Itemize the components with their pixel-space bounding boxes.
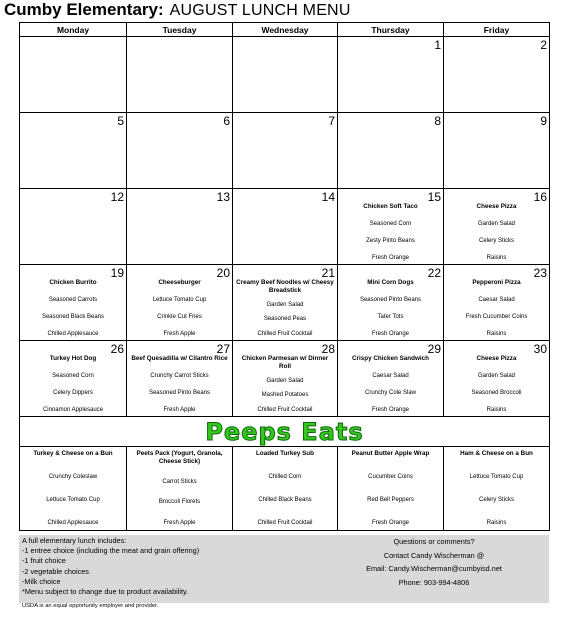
day-cell: [444, 189, 550, 265]
side-item: Seasoned Broccoli: [471, 389, 522, 396]
day-number: 9: [540, 114, 547, 128]
entree-name: Mini Corn Dogs: [367, 279, 414, 286]
peeps-eats-banner: [20, 417, 550, 447]
side-item: Seasoned Carrots: [48, 296, 98, 303]
side-item: Crunchy Carrot Sticks: [150, 372, 209, 379]
side-item: Garden Salad: [477, 220, 516, 227]
weekly-option-cell: [233, 447, 338, 531]
entree-name: Beef Quesadilla w/ Cilantro Rice: [131, 355, 228, 362]
day-menu: [338, 355, 443, 414]
lunch-calendar: [19, 22, 550, 531]
weekly-option-menu: [233, 450, 337, 527]
banner-row: [20, 417, 550, 447]
day-number: 15: [427, 190, 441, 204]
entree-name: Creamy Beef Noodles w/ Cheesy Breadstick: [236, 279, 334, 294]
day-number: 26: [110, 342, 124, 356]
side-item: Fresh Apple: [163, 519, 196, 526]
day-cell: [233, 265, 338, 341]
side-item: Red Bell Peppers: [367, 496, 414, 503]
day-number: 1: [434, 38, 441, 52]
day-cell: [233, 189, 338, 265]
requirement-line: -2 vegetable choices: [22, 566, 89, 576]
week-row: [20, 113, 550, 189]
school-name: Cumby Elementary:: [4, 0, 164, 19]
side-item: Raisins: [486, 254, 507, 261]
day-cell: [444, 113, 550, 189]
side-item: Fresh Orange: [371, 330, 410, 337]
week-row: [20, 37, 550, 113]
day-number: 6: [223, 114, 230, 128]
side-item: Garden Salad: [477, 372, 516, 379]
side-item: Fresh Apple: [163, 330, 196, 337]
side-item: Chilled Black Beans: [258, 496, 312, 503]
day-cell: [444, 341, 550, 417]
day-number: 8: [434, 114, 441, 128]
side-item: Seasoned Peas: [263, 316, 307, 323]
day-number: 30: [533, 342, 547, 356]
contact-line: Questions or comments?: [393, 537, 475, 546]
day-number: 12: [110, 190, 124, 204]
side-item: Crunchy Coleslaw: [48, 473, 98, 480]
day-number: 28: [321, 342, 335, 356]
day-number: 14: [321, 190, 335, 204]
side-item: Raisins: [486, 519, 507, 526]
side-item: Chilled Fruit Cocktail: [257, 330, 313, 337]
day-number: 29: [427, 342, 441, 356]
day-cell: [127, 37, 233, 113]
weekly-option-cell: [127, 447, 233, 531]
weekday-header-tuesday: Tuesday: [127, 23, 233, 37]
day-cell: [127, 341, 233, 417]
entree-name: Chicken Soft Taco: [363, 203, 418, 210]
peeps-eats-logo: Peeps Eats: [205, 417, 364, 446]
side-item: Fresh Cucumber Coins: [465, 313, 528, 320]
day-cell: [233, 37, 338, 113]
side-item: Chilled Fruit Cocktail: [257, 519, 313, 526]
day-cell: [20, 189, 127, 265]
side-item: Lettuce Tomato Cup: [469, 473, 524, 480]
day-menu: [233, 279, 337, 338]
side-item: Cucumber Coins: [368, 473, 413, 480]
weekly-option-cell: [338, 447, 444, 531]
day-number: 2: [540, 38, 547, 52]
requirement-line: A full elementary lunch includes:: [22, 536, 127, 545]
day-number: 22: [427, 266, 441, 280]
entree-name: Crispy Chicken Sandwich: [352, 355, 429, 362]
day-cell: [444, 37, 550, 113]
contact-line: Contact Candy Wischerman @: [383, 550, 485, 560]
requirement-line: -1 entree choice (including the meat and grain offering): [22, 546, 200, 556]
day-menu: [338, 279, 443, 338]
day-cell: [233, 341, 338, 417]
day-number: 19: [110, 266, 124, 280]
day-number: 21: [321, 266, 335, 280]
week-row: [20, 189, 550, 265]
day-number: 20: [216, 266, 230, 280]
side-item: Caesar Salad: [478, 296, 515, 303]
side-item: Caesar Salad: [372, 372, 409, 379]
entree-name: Cheeseburger: [158, 279, 201, 286]
entree-name: Peets Pack (Yogurt, Granola, Cheese Stick): [136, 450, 223, 465]
usda-statement: USDA is an equal opportunity employer and provider.: [22, 603, 159, 609]
day-number: 5: [117, 114, 124, 128]
entree-name: Ham & Cheese on a Bun: [460, 450, 533, 457]
weekday-header-monday: Monday: [20, 23, 127, 37]
side-item: Garden Salad: [266, 377, 304, 384]
entree-name: Turkey & Cheese on a Bun: [33, 450, 113, 457]
entree-name: Pepperoni Pizza: [472, 279, 521, 286]
side-item: Seasoned Black Beans: [41, 313, 105, 320]
side-item: Fresh Orange: [371, 406, 410, 413]
weekly-option-menu: [338, 450, 443, 527]
weekday-header-wednesday: Wednesday: [233, 23, 338, 37]
weekly-option-menu: [20, 450, 126, 527]
day-cell: [20, 341, 127, 417]
entree-name: Chicken Parmesan w/ Dinner Roll: [241, 355, 329, 370]
weekday-header-friday: Friday: [444, 23, 550, 37]
side-item: Fresh Apple: [163, 406, 196, 413]
day-number: 23: [533, 266, 547, 280]
side-item: Celery Sticks: [478, 496, 514, 503]
side-item: Cinnamon Applesauce: [42, 406, 104, 413]
day-menu: [20, 355, 126, 414]
side-item: Zesty Pinto Beans: [366, 237, 415, 244]
weekday-header-row: [20, 23, 550, 37]
day-cell: [20, 113, 127, 189]
day-menu: [338, 203, 443, 262]
side-item: Crinkle Cut Fries: [157, 313, 202, 320]
day-menu: [444, 355, 549, 414]
requirement-line: -1 fruit choice: [22, 556, 66, 566]
side-item: Chilled Corn: [268, 473, 302, 480]
day-number: 7: [328, 114, 335, 128]
weekly-option-cell: [444, 447, 550, 531]
day-number: 16: [533, 190, 547, 204]
side-item: Seasoned Corn: [369, 220, 412, 227]
day-menu: [233, 355, 337, 414]
day-cell: [127, 113, 233, 189]
day-cell: [338, 341, 444, 417]
requirement-line: *Menu subject to change due to product availability.: [22, 587, 189, 597]
lunch-requirements: [22, 536, 322, 597]
day-cell: [338, 189, 444, 265]
entree-name: Turkey Hot Dog: [49, 355, 97, 362]
day-cell: [338, 37, 444, 113]
week-row: [20, 265, 550, 341]
entree-name: Loaded Turkey Sub: [256, 450, 314, 457]
day-cell: [444, 265, 550, 341]
entree-name: Chicken Burrito: [49, 279, 97, 286]
contact-phone: Phone: 903-994-4806: [398, 577, 470, 587]
day-menu: [127, 355, 232, 414]
side-item: Seasoned Pinto Beans: [359, 296, 422, 303]
weekly-option-menu: [444, 450, 549, 527]
side-item: Raisins: [486, 330, 507, 337]
contact-email[interactable]: Email: Candy.Wischerman@cumbyisd.net: [366, 564, 502, 573]
side-item: Garden Salad: [266, 301, 304, 308]
side-item: Seasoned Pinto Beans: [148, 389, 211, 396]
side-item: Broccoli Florets: [158, 499, 201, 506]
side-item: Carrot Sticks: [162, 478, 197, 485]
side-item: Lettuce Tomato Cup: [152, 296, 207, 303]
side-item: Seasoned Corn: [52, 372, 94, 379]
day-menu: [20, 279, 126, 338]
day-number: 27: [216, 342, 230, 356]
side-item: Celery Sticks: [478, 237, 514, 244]
entree-name: Cheese Pizza: [476, 355, 517, 362]
side-item: Fresh Orange: [371, 519, 410, 526]
weekday-header-thursday: Thursday: [338, 23, 444, 37]
day-cell: [338, 265, 444, 341]
day-cell: [338, 113, 444, 189]
requirement-line: -Milk choice: [22, 576, 61, 586]
footer-info: [19, 535, 549, 603]
day-cell: [127, 189, 233, 265]
day-number: 13: [216, 190, 230, 204]
side-item: Chilled Fruit Cocktail: [257, 406, 313, 413]
day-menu: [444, 203, 549, 262]
side-item: Chilled Applesauce: [47, 519, 99, 526]
day-cell: [20, 265, 127, 341]
side-item: Mashed Potatoes: [261, 392, 309, 399]
side-item: Raisins: [486, 406, 507, 413]
menu-title: [4, 0, 351, 22]
contact-info: [319, 535, 549, 589]
side-item: Fresh Orange: [371, 254, 410, 261]
day-cell: [127, 265, 233, 341]
day-menu: [127, 279, 232, 338]
side-item: Tater Tots: [377, 313, 404, 320]
weekly-option-cell: [20, 447, 127, 531]
side-item: Crunchy Cole Slaw: [364, 389, 417, 396]
weekly-option-menu: [127, 450, 232, 527]
week-row: [20, 341, 550, 417]
entree-name: Peanut Butter Apple Wrap: [351, 450, 430, 457]
side-item: Celery Dippers: [53, 389, 93, 396]
day-menu: [444, 279, 549, 338]
day-cell: [20, 37, 127, 113]
menu-month-title: AUGUST LUNCH MENU: [169, 2, 351, 19]
weekly-options-row: [20, 447, 550, 531]
side-item: Chilled Applesauce: [47, 330, 99, 337]
day-cell: [233, 113, 338, 189]
side-item: Lettuce Tomato Cup: [46, 496, 100, 503]
entree-name: Cheese Pizza: [476, 203, 517, 210]
